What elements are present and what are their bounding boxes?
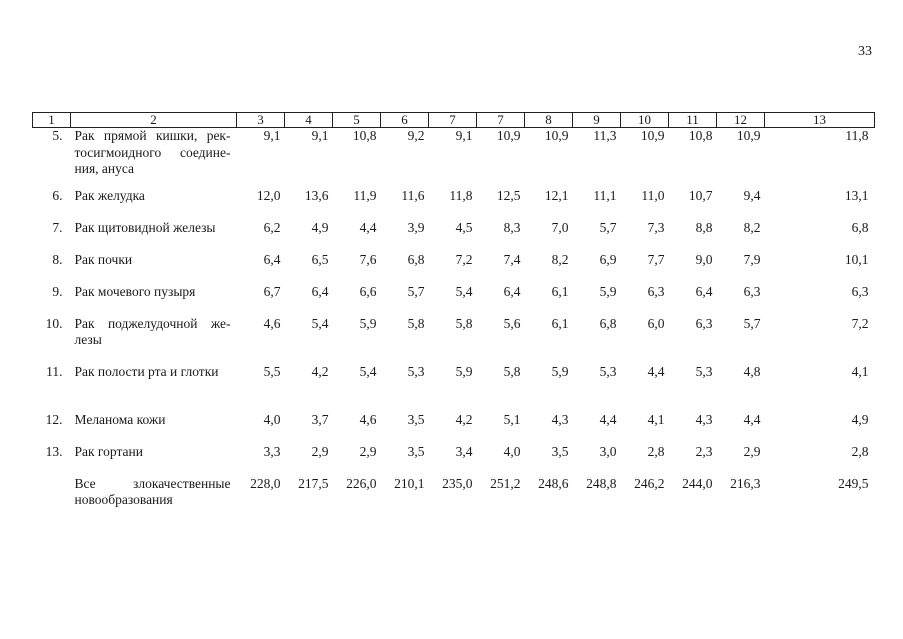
table-cell: 5,3: [695, 363, 713, 379]
table-cell: 3,3: [263, 443, 281, 459]
table-body: [33, 128, 875, 516]
table-cell: 5,7: [599, 219, 617, 235]
table-cell: 9,4: [743, 187, 761, 203]
column-header: 11: [669, 113, 717, 128]
table-cell: 8,2: [743, 219, 761, 235]
table-cell: 249,5: [838, 475, 869, 491]
table-cell: 6,5: [311, 251, 329, 267]
table-row: [33, 188, 875, 220]
row-name: Рак полости рта и глотки: [74, 363, 219, 379]
table-cell: 5,9: [599, 283, 617, 299]
row-number: [33, 476, 71, 516]
table-cell: 6,3: [743, 283, 761, 299]
table-cell: 4,4: [647, 363, 665, 379]
table-cell: 251,2: [490, 475, 521, 491]
row-name: Рак гортани: [74, 443, 143, 459]
table-cell: 8,8: [695, 219, 713, 235]
table-cell: 3,5: [551, 443, 569, 459]
table-row: [33, 284, 875, 316]
table-cell: 4,2: [311, 363, 329, 379]
table-cell: 235,0: [442, 475, 473, 491]
table-cell: 216,3: [730, 475, 761, 491]
column-header: 5: [333, 113, 381, 128]
row-name: Все злокачественные новообразования: [74, 475, 231, 507]
table-cell: 6,9: [599, 251, 617, 267]
data-table: [32, 112, 875, 516]
table-row: [33, 444, 875, 476]
table-cell: 3,5: [407, 443, 425, 459]
column-header: 7: [429, 113, 477, 128]
column-header: 13: [765, 113, 875, 128]
table-cell: 9,1: [311, 128, 329, 143]
table-row: [33, 252, 875, 284]
table-cell: 3,0: [599, 443, 617, 459]
table-cell: 6,4: [503, 283, 521, 299]
table-cell: 210,1: [394, 475, 425, 491]
table-cell: 12,1: [544, 187, 569, 203]
table-cell: 13,1: [844, 187, 869, 203]
table-cell: 11,8: [845, 128, 869, 143]
table-cell: 3,9: [407, 219, 425, 235]
table-cell: 9,2: [407, 128, 425, 143]
table-cell: 6,8: [851, 219, 869, 235]
table-cell: 7,0: [551, 219, 569, 235]
table-cell: 6,1: [551, 315, 569, 331]
table-cell: 6,3: [851, 283, 869, 299]
table-cell: 10,8: [688, 128, 713, 143]
row-name: Рак щитовидной железы: [74, 219, 216, 235]
table-cell: 10,1: [844, 251, 869, 267]
table-cell: 9,0: [695, 251, 713, 267]
table-cell: 5,4: [455, 283, 473, 299]
table-cell: 228,0: [250, 475, 281, 491]
table-cell: 5,4: [311, 315, 329, 331]
table-cell: 5,4: [359, 363, 377, 379]
column-header: 9: [573, 113, 621, 128]
table-cell: 6,4: [311, 283, 329, 299]
row-number: 13.: [45, 443, 63, 459]
table-cell: 6,1: [551, 283, 569, 299]
table-cell: 10,9: [544, 128, 569, 143]
table-cell: 6,6: [359, 283, 377, 299]
row-name: Меланома кожи: [74, 411, 166, 427]
table-cell: 4,3: [551, 411, 569, 427]
table-cell: 4,3: [695, 411, 713, 427]
table-cell: 3,5: [407, 411, 425, 427]
table-cell: 7,9: [743, 251, 761, 267]
table-cell: 4,2: [455, 411, 473, 427]
table-cell: 9,1: [263, 128, 281, 143]
table-cell: 5,8: [503, 363, 521, 379]
table-cell: 244,0: [682, 475, 713, 491]
table-cell: 5,8: [407, 315, 425, 331]
table-cell: 10,9: [736, 128, 761, 143]
row-name: Рак поджелудочной железы: [74, 315, 231, 347]
table-cell: 6,7: [263, 283, 281, 299]
table-cell: 217,5: [298, 475, 329, 491]
table-cell: 248,8: [586, 475, 617, 491]
table-cell: 5,6: [503, 315, 521, 331]
row-number: 10.: [45, 315, 63, 331]
table-cell: 246,2: [634, 475, 665, 491]
table-cell: 13,6: [304, 187, 329, 203]
table-cell: 10,9: [640, 128, 665, 143]
table-cell: 5,7: [407, 283, 425, 299]
table-cell: 3,7: [311, 411, 329, 427]
table-cell: 5,9: [455, 363, 473, 379]
table-cell: 2,8: [851, 443, 869, 459]
table-cell: 4,1: [647, 411, 665, 427]
table-cell: 7,3: [647, 219, 665, 235]
table-cell: 6,2: [263, 219, 281, 235]
table-cell: 6,4: [263, 251, 281, 267]
table-row: [33, 128, 875, 188]
table-cell: 4,6: [359, 411, 377, 427]
row-number: 9.: [52, 283, 63, 299]
column-header: 3: [237, 113, 285, 128]
table-row: [33, 316, 875, 364]
table-cell: 10,7: [688, 187, 713, 203]
table-cell: 5,5: [263, 363, 281, 379]
table-cell: 6,4: [695, 283, 713, 299]
table-cell: 10,8: [352, 128, 377, 143]
table-cell: 7,7: [647, 251, 665, 267]
column-header: 1: [33, 113, 71, 128]
row-name: Рак желудка: [74, 187, 145, 203]
table-cell: 4,0: [263, 411, 281, 427]
column-header: 2: [71, 113, 237, 128]
table-cell: 4,4: [599, 411, 617, 427]
table-cell: 3,4: [455, 443, 473, 459]
table-cell: 4,5: [455, 219, 473, 235]
table-row: [33, 476, 875, 516]
row-number: 12.: [45, 411, 63, 427]
table-cell: 11,3: [593, 128, 617, 143]
table-cell: 5,9: [551, 363, 569, 379]
table-cell: 7,4: [503, 251, 521, 267]
page-number: 33: [858, 44, 872, 59]
table-cell: 7,2: [455, 251, 473, 267]
column-header: 10: [621, 113, 669, 128]
table-cell: 7,2: [851, 315, 869, 331]
table-cell: 11,0: [641, 187, 665, 203]
table-cell: 226,0: [346, 475, 377, 491]
table-cell: 11,1: [593, 187, 617, 203]
table-cell: 5,3: [407, 363, 425, 379]
table-cell: 5,7: [743, 315, 761, 331]
table-cell: 10,9: [496, 128, 521, 143]
table-cell: 4,1: [851, 363, 869, 379]
table-cell: 248,6: [538, 475, 569, 491]
table-cell: 6,8: [407, 251, 425, 267]
table-cell: 2,9: [743, 443, 761, 459]
table-cell: 11,8: [449, 187, 473, 203]
table-cell: 4,4: [359, 219, 377, 235]
table-cell: 2,3: [695, 443, 713, 459]
table-cell: 6,3: [647, 283, 665, 299]
table-cell: 5,9: [359, 315, 377, 331]
table-cell: 8,2: [551, 251, 569, 267]
row-name: Рак мочевого пузыря: [74, 283, 196, 299]
table-cell: 4,8: [743, 363, 761, 379]
table-cell: 12,0: [256, 187, 281, 203]
table-cell: 5,8: [455, 315, 473, 331]
table-cell: 7,6: [359, 251, 377, 267]
row-number: 6.: [52, 187, 63, 203]
table-cell: 11,9: [353, 187, 377, 203]
column-header: 6: [381, 113, 429, 128]
column-header: 4: [285, 113, 333, 128]
row-number: 8.: [52, 251, 63, 267]
table-cell: 2,9: [311, 443, 329, 459]
column-header: 7: [477, 113, 525, 128]
table-cell: 6,0: [647, 315, 665, 331]
row-number: 11.: [46, 363, 63, 379]
row-name: Рак прямой кишки, ректосигмоидного соединения, ануса: [74, 128, 231, 176]
table-cell: 5,3: [599, 363, 617, 379]
table-cell: 6,3: [695, 315, 713, 331]
column-header: 8: [525, 113, 573, 128]
table-cell: 2,9: [359, 443, 377, 459]
table-cell: 4,9: [311, 219, 329, 235]
table-row: [33, 364, 875, 412]
table-cell: 5,1: [503, 411, 521, 427]
table-cell: 4,4: [743, 411, 761, 427]
table-cell: 11,6: [401, 187, 425, 203]
table-row: [33, 220, 875, 252]
header-row: [33, 113, 875, 128]
column-header: 12: [717, 113, 765, 128]
table-cell: 4,6: [263, 315, 281, 331]
table-cell: 12,5: [496, 187, 521, 203]
table-cell: 4,0: [503, 443, 521, 459]
table-cell: 6,8: [599, 315, 617, 331]
table-cell: 2,8: [647, 443, 665, 459]
table-cell: 4,9: [851, 411, 869, 427]
row-number: 5.: [52, 128, 63, 143]
table-cell: 8,3: [503, 219, 521, 235]
table-cell: 9,1: [455, 128, 473, 143]
table-row: [33, 412, 875, 444]
row-number: 7.: [52, 219, 63, 235]
row-name: Рак почки: [74, 251, 133, 267]
